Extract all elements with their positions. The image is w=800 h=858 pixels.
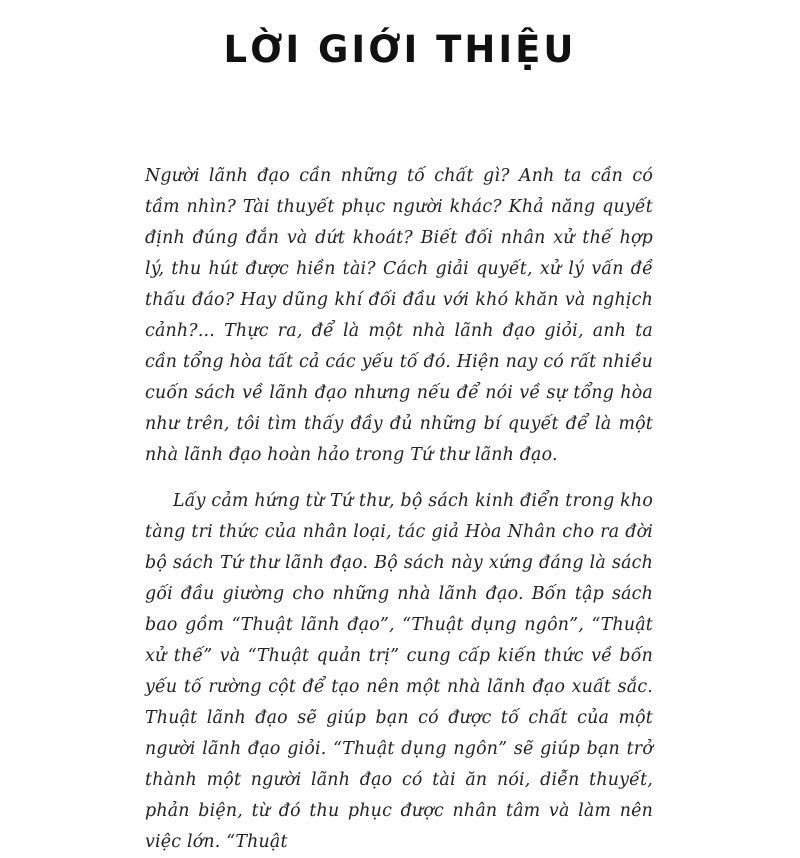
page-title: LỜI GIỚI THIỆU [223,28,577,71]
body-text [145,161,653,858]
paragraph-1: Người lãnh đạo cần những tố chất gì? Anh ta cần có tầm nhìn? Tài thuyết phục người khác? Khả năng quyết định đúng đắn và dứt khoát? Biết đối nhân xử thế hợp lý, thu hút được hiền tài? Cách giải quyết, xử lý vấn đề thấu đáo? Hay dũng khí đối đầu với khó khăn và nghịch cảnh?... Thực ra, để là một nhà lãnh đạo giỏi, anh ta cần tổng hòa tất cả các yếu tố đó. Hiện nay có rất nhiều cuốn sách về lãnh đạo nhưng nếu để nói về sự tổng hòa như trên, tôi tìm thấy đầy đủ những bí quyết để là một nhà lãnh đạo hoàn hảo trong Tứ thư lãnh đạo. [145,166,653,465]
paragraph-2: Lấy cảm hứng từ Tứ thư, bộ sách kinh điển trong kho tàng tri thức của nhân loại, tác giả Hòa Nhân cho ra đời bộ sách Tứ thư lãnh đạo. Bộ sách này xứng đáng là sách gối đầu giường cho những nhà lãnh đạo. Bốn tập sách bao gồm “Thuật lãnh đạo”, “Thuật dụng ngôn”, “Thuật xử thế” và “Thuật quản trị” cung cấp kiến thức về bốn yếu tố rường cột để tạo nên một nhà lãnh đạo xuất sắc. Thuật lãnh đạo sẽ giúp bạn có được tố chất của một người lãnh đạo giỏi. “Thuật dụng ngôn” sẽ giúp bạn trở thành một người lãnh đạo có tài ăn nói, diễn thuyết, phản biện, từ đó thu phục được nhân tâm và làm nên việc lớn. “Thuật [145,491,653,852]
